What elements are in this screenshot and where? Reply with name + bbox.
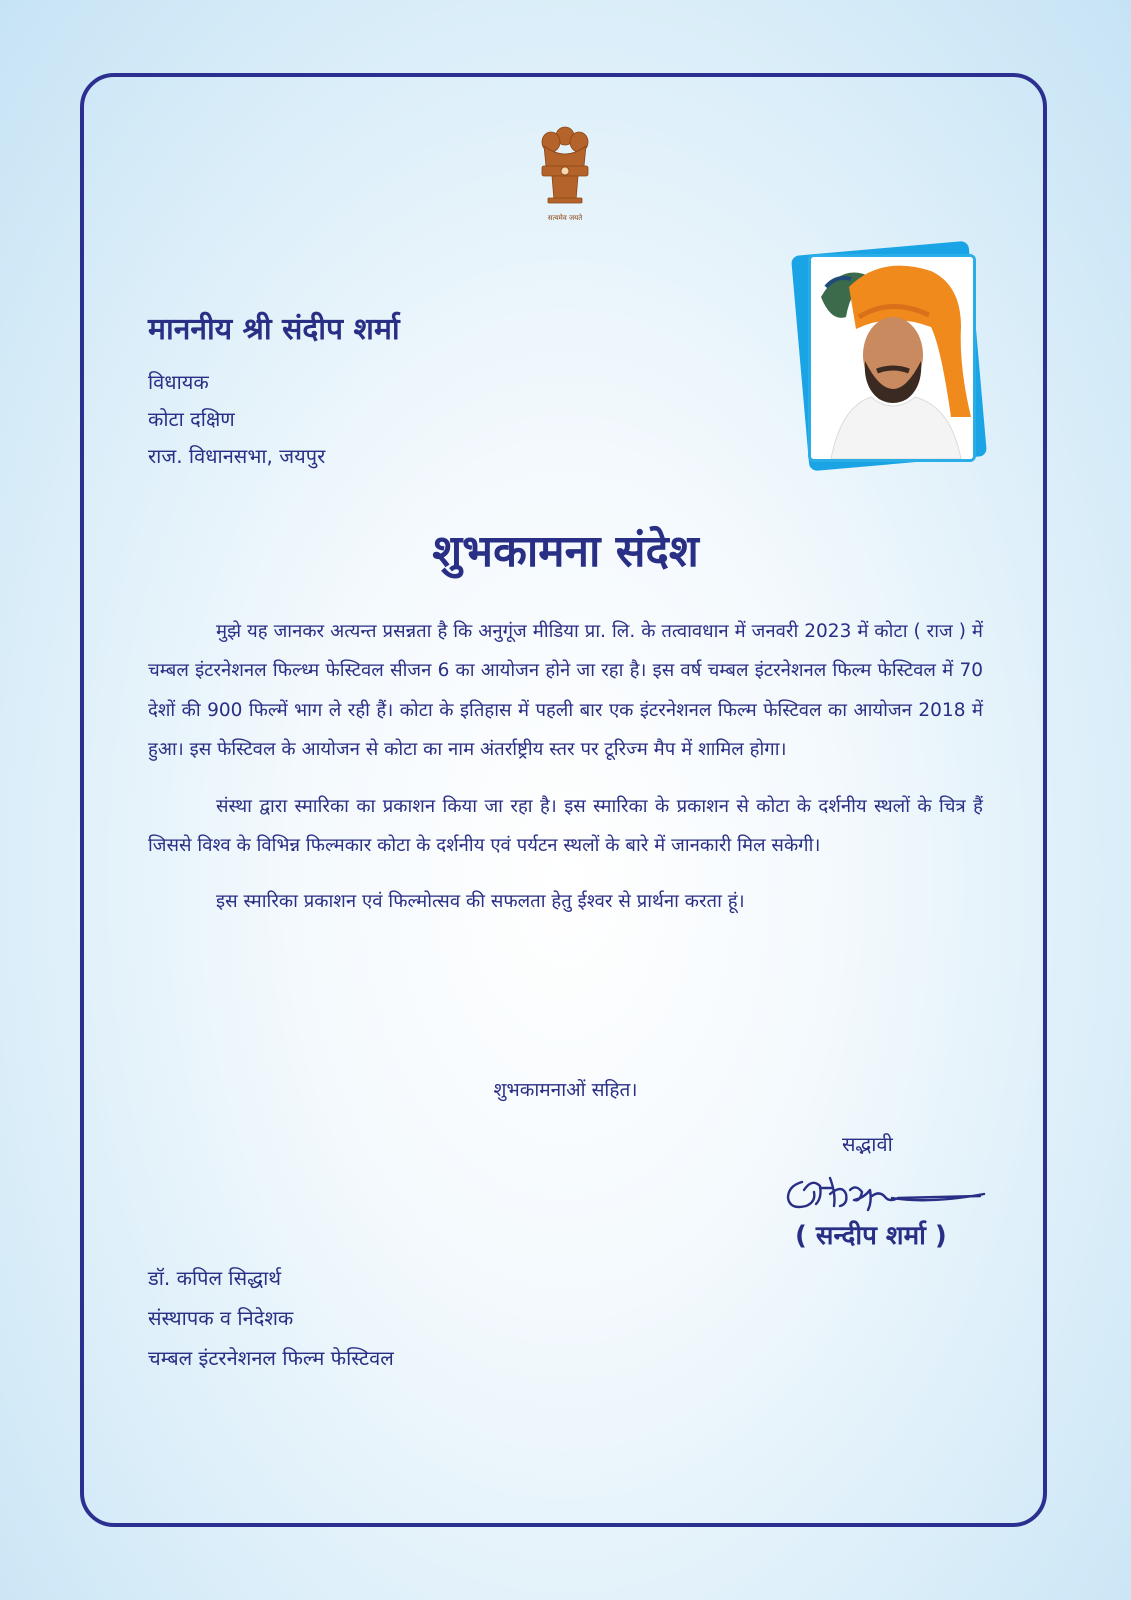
closing-text: सद्भावी [842, 1132, 893, 1156]
portrait-image [811, 257, 973, 459]
photo-frame [808, 254, 976, 462]
emblem-motto: सत्यमेव जयते [547, 214, 583, 222]
sender-constituency: कोटा दक्षिण [148, 407, 235, 431]
ashoka-emblem [530, 122, 600, 232]
footer-role: संस्थापक व निदेशक [148, 1306, 294, 1330]
footer-organization: चम्बल इंटरनेशनल फिल्म फेस्टिवल [148, 1346, 394, 1370]
message-paragraph-2: संस्था द्वारा स्मारिका का प्रकाशन किया जा रहा है। इस स्मारिका के प्रकाशन से कोटा के दर्शनीय स्थलों के चित्र हैं जिससे विश्व के विभिन्न फिल्मकार कोटा के दर्शनीय एवं पर्यटन स्थलों के बारे में जानकारी मिल सकेगी। [148, 795, 983, 857]
footer-name: डॉ. कपिल सिद्धार्थ [148, 1266, 282, 1290]
handwritten-signature [780, 1164, 990, 1222]
message-body [148, 612, 983, 939]
mla-photo [798, 244, 988, 474]
regards-text: शुभकामनाओं सहित। [493, 1079, 638, 1101]
sender-name: माननीय श्री संदीप शर्मा [148, 312, 400, 347]
sender-assembly: राज. विधानसभा, जयपुर [148, 444, 326, 468]
signatory-name: ( सन्दीप शर्मा ) [795, 1221, 947, 1251]
message-paragraph-1: मुझे यह जानकर अत्यन्त प्रसन्नता है कि अनुगूंज मीडिया प्रा. लि. के तत्वावधान में जनवरी 2023 में कोटा ( राज ) में चम्बल इंटरनेशनल फिल्ध्म फेस्टिवल सीजन 6 का आयोजन होने जा रहा है। इस वर्ष चम्बल इंटरनेशनल फिल्म फेस्टिवल में 70 देशों की 900 फिल्में भाग ले रही हैं। कोटा के इतिहास में पहली बार एक इंटरनेशनल फिल्म फेस्टिवल का आयोजन 2018 में हुआ। इस फेस्टिवल के आयोजन से कोटा का नाम अंतर्राष्ट्रीय स्तर पर टूरिज्म मैप में शामिल होगा। [148, 621, 983, 761]
page-title: शुभकामना संदेश [432, 526, 699, 577]
message-paragraph-3: इस स्मारिका प्रकाशन एवं फिल्मोत्सव की सफलता हेतु ईश्वर से प्रार्थना करता हूं। [216, 891, 745, 913]
footer-block [148, 1258, 394, 1378]
sender-designation: विधायक [148, 370, 209, 394]
sender-block [148, 310, 400, 475]
